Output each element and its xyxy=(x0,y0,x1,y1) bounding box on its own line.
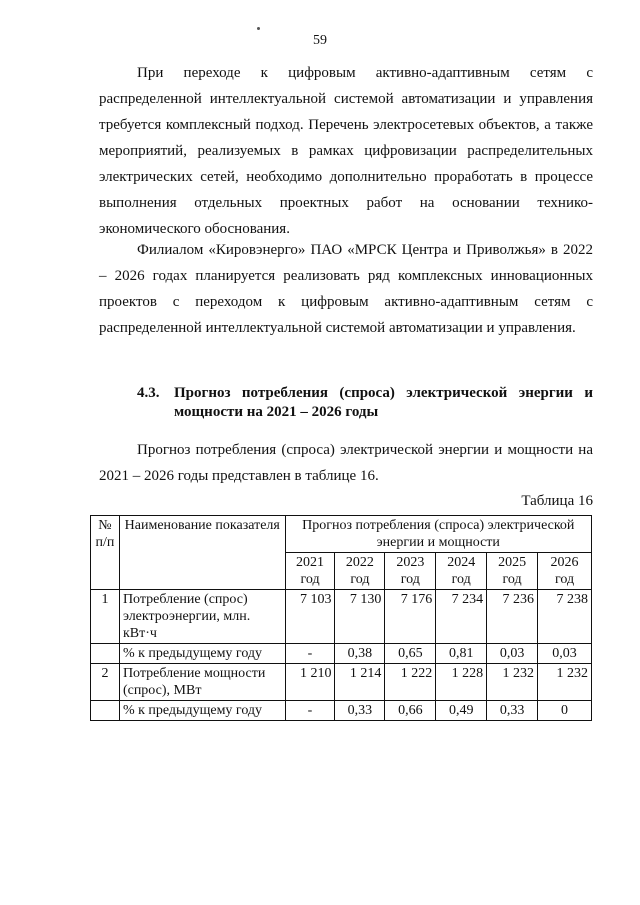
row-value: 1 232 xyxy=(487,664,538,701)
header-name: Наименование показателя xyxy=(119,516,285,590)
row-value: 7 103 xyxy=(285,590,335,644)
row-value: 7 236 xyxy=(487,590,538,644)
table-caption: Таблица 16 xyxy=(521,493,593,509)
row-num: 2 xyxy=(91,664,120,701)
header-forecast-group: Прогноз потребления (спроса) электрической энергии и мощности xyxy=(285,516,591,553)
row-value: 0,03 xyxy=(487,644,538,664)
row-value: 0,65 xyxy=(385,644,436,664)
row-value: 7 176 xyxy=(385,590,436,644)
row-value: 1 228 xyxy=(436,664,487,701)
row-value: 0 xyxy=(538,701,592,721)
paragraph-text: Прогноз потребления (спроса) электрической энергии и мощности на 2021 – 2026 годы представлен в таблице 16. xyxy=(99,442,593,484)
row-name: % к предыдущему году xyxy=(119,701,285,721)
row-num xyxy=(91,701,120,721)
header-year: 2026 год xyxy=(538,553,592,590)
row-value: - xyxy=(285,701,335,721)
row-value: 1 214 xyxy=(335,664,385,701)
table-header-row xyxy=(91,516,592,553)
table-row xyxy=(91,644,592,664)
paragraph-digital-networks xyxy=(99,60,593,242)
header-year: 2024 год xyxy=(436,553,487,590)
row-num xyxy=(91,644,120,664)
row-name: Потребление (спрос) электроэнергии, млн. кВт·ч xyxy=(119,590,285,644)
row-name: Потребление мощности (спрос), МВт xyxy=(119,664,285,701)
header-year: 2022 год xyxy=(335,553,385,590)
section-title: Прогноз потребления (спроса) электрической энергии и мощности на 2021 – 2026 годы xyxy=(174,385,593,420)
row-value: 0,66 xyxy=(385,701,436,721)
table-row xyxy=(91,590,592,644)
row-value: 1 222 xyxy=(385,664,436,701)
scan-speck xyxy=(257,27,260,30)
row-value: 7 238 xyxy=(538,590,592,644)
header-year: 2025 год xyxy=(487,553,538,590)
row-value: 7 130 xyxy=(335,590,385,644)
row-value: 0,49 xyxy=(436,701,487,721)
header-year: 2023 год xyxy=(385,553,436,590)
header-num: № п/п xyxy=(91,516,120,590)
paragraph-forecast-intro xyxy=(99,437,593,489)
row-value: 0,33 xyxy=(335,701,385,721)
row-value: 0,38 xyxy=(335,644,385,664)
paragraph-text: Филиалом «Кировэнерго» ПАО «МРСК Центра и Приволжья» в 2022 – 2026 годах планируется реализовать ряд комплексных инновационных проектов с переходом к цифровым активно-адаптивным сетям с распределенной интеллектуальной системой автоматизации и управления. xyxy=(99,242,593,336)
section-number: 4.3. xyxy=(137,385,160,401)
row-value: 0,03 xyxy=(538,644,592,664)
row-value: 0,33 xyxy=(487,701,538,721)
table-row xyxy=(91,664,592,701)
paragraph-kirovenergo-plans xyxy=(99,237,593,341)
row-num: 1 xyxy=(91,590,120,644)
row-name: % к предыдущему году xyxy=(119,644,285,664)
header-year: 2021 год xyxy=(285,553,335,590)
row-value: 1 210 xyxy=(285,664,335,701)
paragraph-text: При переходе к цифровым активно-адаптивным сетям с распределенной интеллектуальной системой автоматизации и управления требуется комплексный подход. Перечень электросетевых объектов, а также мероприятий, реализуемых в рамках цифровизации распределительных электрических сетей, необходимо дополнительно проработать в процессе выполнения отдельных проектных работ на основании технико-экономического обоснования. xyxy=(99,65,593,237)
table-row xyxy=(91,701,592,721)
forecast-table xyxy=(90,515,592,721)
row-value: 1 232 xyxy=(538,664,592,701)
row-value: 7 234 xyxy=(436,590,487,644)
page-number: 59 xyxy=(313,33,327,48)
row-value: - xyxy=(285,644,335,664)
row-value: 0,81 xyxy=(436,644,487,664)
